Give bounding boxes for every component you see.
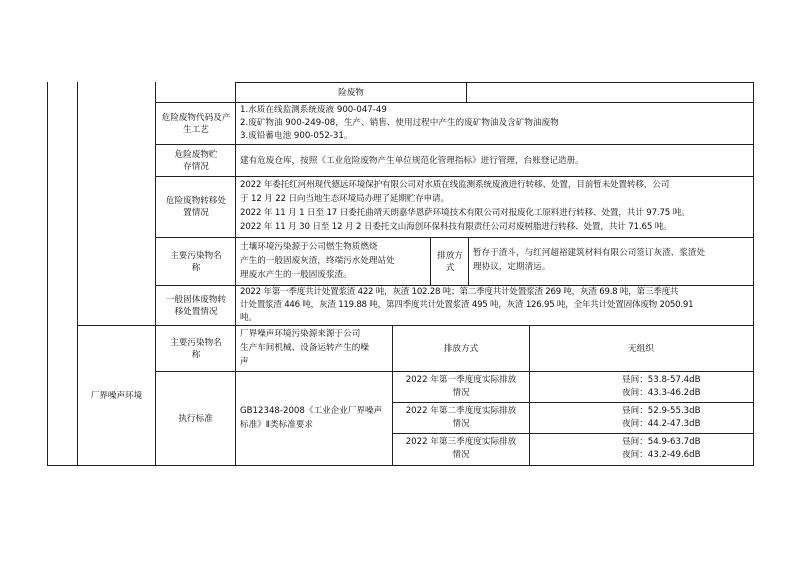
storage-label-cell (172, 145, 220, 176)
general-solid-line: 2022 年第一季度共计处置浆渣 422 吨，灰渣 102.28 吨；第二季度共计处置浆渣 269 吨，灰渣 69.8 吨，第三季度共 (240, 287, 679, 297)
noise-discharge-label: 排放方式 (443, 343, 479, 354)
soil-discharge-line: 暂存于渣斗，与红河超裕建筑材料有限公司签订灰渣、浆渣处 (473, 248, 706, 258)
soil-content (236, 238, 430, 285)
noise-pollutant-label: 主要污染物名称 (170, 337, 222, 360)
quarter-day-value: 昼间：53.8-57.4dB (622, 375, 701, 385)
divider (430, 237, 431, 285)
noise-pollutant-line: 声 (240, 357, 249, 367)
standard-line: 标准》Ⅱ类标准要求 (240, 420, 313, 430)
soil-line: 土壤环境污染源于公司燃生物质燃烧 (240, 242, 378, 252)
transfer-content (236, 177, 752, 237)
storage-text: 建有危废仓库，按照《工业危险废物产生单位规范化管理指标》进行管理，台账登记造册。 (240, 155, 584, 166)
quarter-3-values-cell (530, 434, 752, 465)
standard-content (236, 372, 392, 466)
section-label-cell (78, 326, 155, 466)
transfer-line: 2022 年 11 月 1 日至 17 日委托曲靖天朗嘉华恩萨环境技术有限公司对报废化工原料进行转移、处置，共计 97.75 吨。 (240, 208, 690, 218)
quarter-1-values-cell (530, 372, 752, 402)
quarter-3-name-cell (393, 434, 529, 465)
header-fragment-cell (236, 83, 466, 102)
soil-discharge-line: 理协议，定期清运。 (473, 262, 551, 272)
transfer-label: 危险废物转移处置情况 (165, 196, 227, 218)
quarter-name-line: 情况 (452, 450, 470, 460)
noise-discharge-value-cell (530, 326, 752, 371)
noise-pollutant-label-cell (170, 326, 222, 371)
soil-label-cell (170, 238, 222, 285)
noise-discharge-label-cell (393, 326, 529, 371)
quarter-night-value: 夜间：43.3-46.2dB (622, 388, 701, 398)
hazard-code-label-cell (160, 103, 232, 144)
transfer-line: 于 12 月 22 日向当地生态环境局办理了延期贮存申请。 (240, 194, 449, 204)
hazard-code-label: 危险废物代码及产生工艺 (161, 112, 231, 135)
header-fragment: 险废物 (338, 87, 364, 98)
quarter-1-name-cell (393, 372, 529, 402)
general-solid-line: 计处置浆渣 446 吨，灰渣 119.88 吨，第四季度共计处置浆渣 495 吨，灰渣 126.95 吨，全年共计处置固体废物 2050.91 (240, 300, 694, 310)
transfer-label-cell (163, 177, 229, 237)
divider (466, 82, 467, 102)
general-solid-label: 一般固体废物转移处置情况 (165, 294, 227, 317)
quarter-name-line: 2022 年第一季度度实际排放 (405, 375, 517, 385)
general-solid-line: 吨。 (240, 313, 257, 323)
quarter-name-line: 情况 (452, 419, 470, 429)
standard-label-cell (156, 372, 235, 466)
hazard-code-line: 2.废矿物油 900-249-08，生产、销售、使用过程中产生的废矿物油及含矿物油废物 (240, 118, 559, 128)
soil-line: 理废水产生的一般固废浆渣。 (240, 270, 352, 280)
storage-label: 危险废物贮存情况 (174, 149, 218, 172)
quarter-2-name-cell (393, 403, 529, 433)
quarter-night-value: 夜间：44.2-47.3dB (622, 419, 701, 429)
soil-discharge-content (469, 238, 752, 285)
standard-label: 执行标准 (178, 414, 213, 424)
quarter-name-line: 情况 (452, 388, 470, 398)
general-solid-content (236, 286, 752, 325)
noise-pollutant-line: 厂界噪声环境污染源来源于公司 (240, 329, 361, 339)
transfer-line: 2022 年 11 月 30 日至 12 月 2 日委托文山海创环保科技有限责任公司对废树脂进行转移、处置，共计 71.65 吨。 (240, 222, 672, 232)
hazard-code-line: 1.水质在线监测系统废液 900-047-49 (240, 105, 387, 115)
transfer-line: 2022 年委托红河州现代德远环境保护有限公司对水质在线监测系统废液进行转移、处置，目前暂未处置转移，公司 (240, 180, 670, 190)
soil-discharge-label-cell (436, 238, 464, 285)
quarter-day-value: 昼间：52.9-55.3dB (622, 406, 701, 416)
quarter-2-values-cell (530, 403, 752, 433)
hazard-code-line: 3.废铅蓄电池 900-052-31。 (240, 131, 353, 141)
soil-discharge-label: 排放方式 (437, 250, 463, 273)
noise-pollutant-content (236, 326, 392, 371)
section-label: 厂界噪声环境 (90, 391, 143, 401)
quarter-night-value: 夜间：43.2-49.6dB (622, 450, 701, 460)
quarter-name-line: 2022 年第三季度度实际排放 (405, 437, 517, 447)
storage-content (236, 145, 752, 176)
quarter-day-value: 昼间：54.9-63.7dB (622, 437, 701, 447)
noise-pollutant-line: 生产车间机械、设备运转产生的噪 (240, 343, 369, 353)
soil-line: 产生的一般固废灰渣，终端污水处理站处 (240, 256, 395, 266)
noise-discharge-value: 无组织 (628, 343, 654, 354)
hazard-code-content (236, 103, 752, 144)
general-solid-label-cell (163, 286, 229, 325)
soil-label: 主要污染物名称 (170, 250, 222, 273)
standard-line: GB12348-2008《工业企业厂界噪声 (240, 406, 383, 416)
quarter-name-line: 2022 年第二季度度实际排放 (405, 406, 517, 416)
